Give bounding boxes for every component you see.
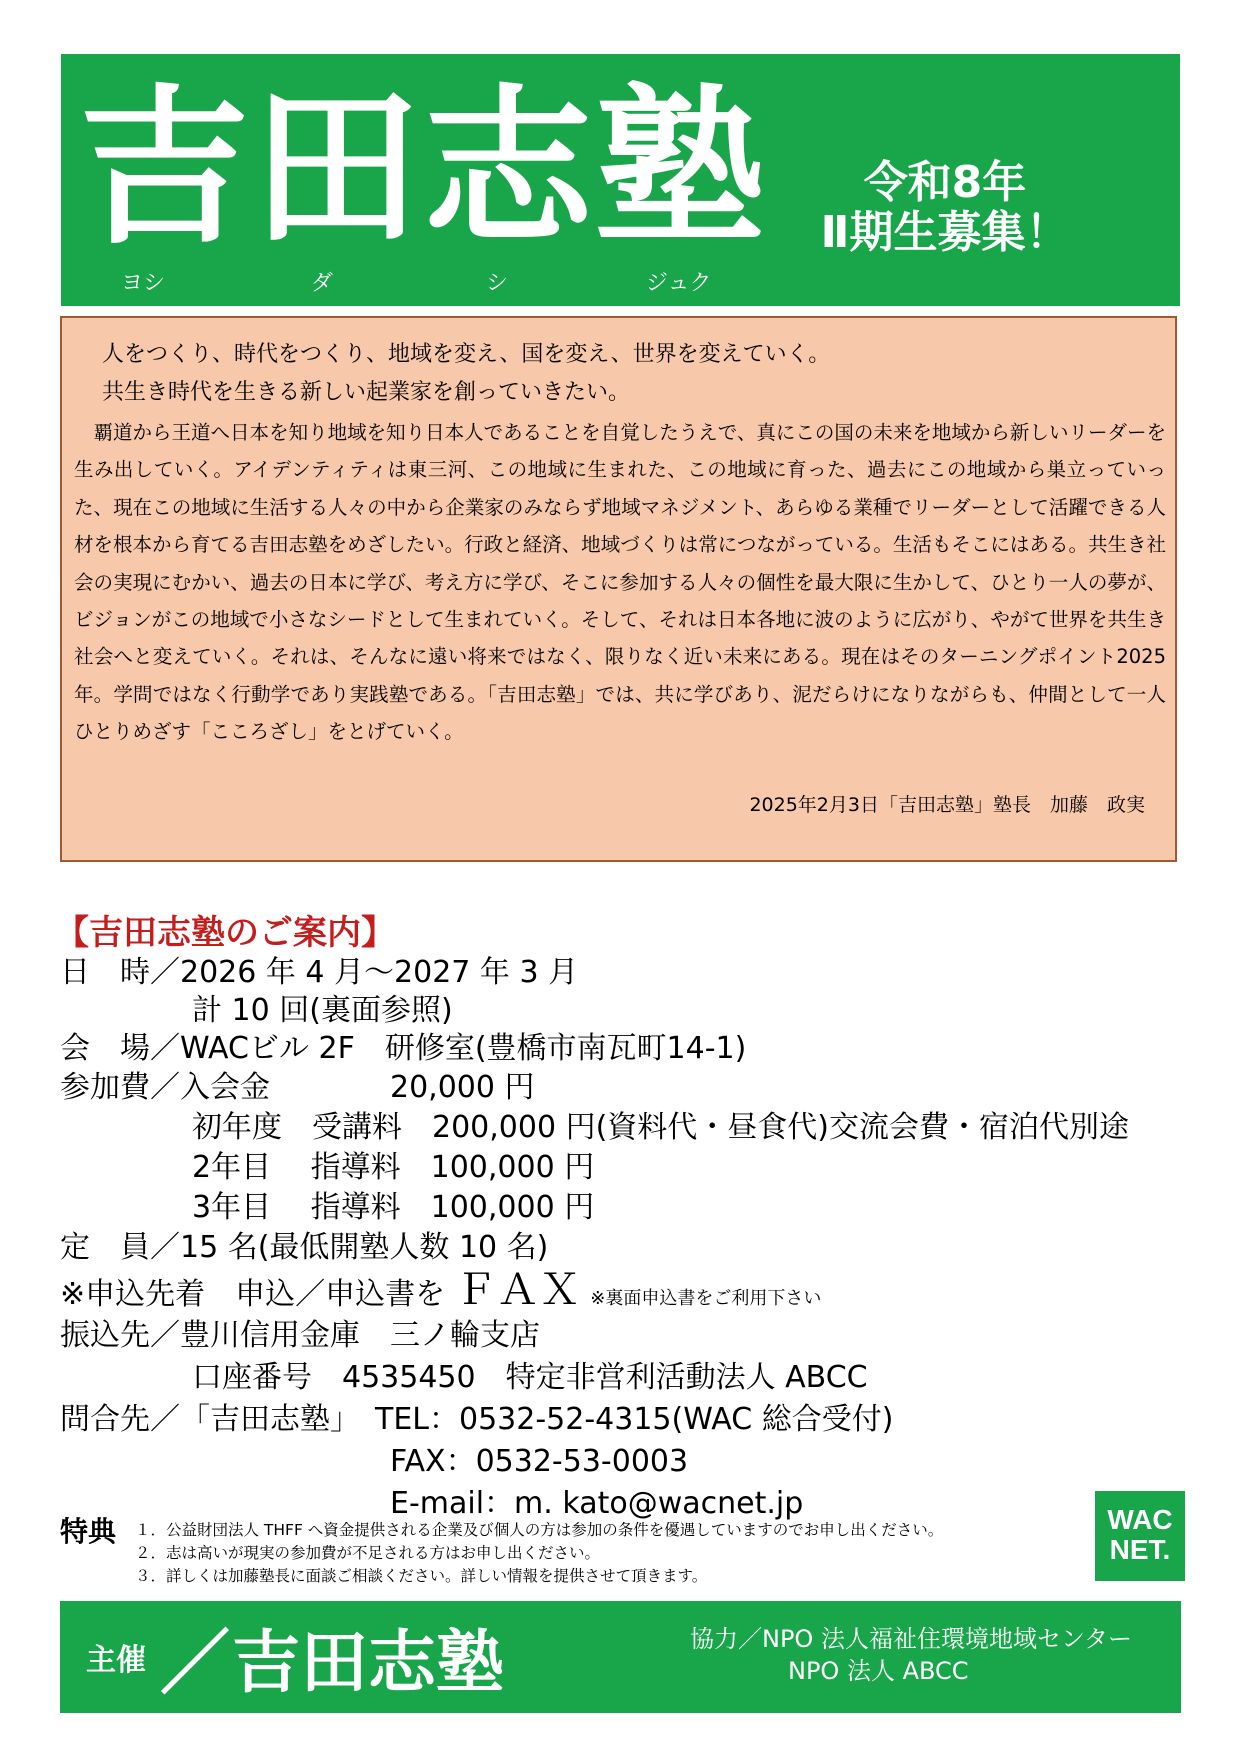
message-signature: 2025年2月3日「吉田志塾」塾長 加藤 政実: [749, 794, 1145, 816]
header-banner: [61, 54, 1180, 306]
ruby-juku: ジュク: [646, 271, 712, 296]
guide-apply-fax: ＦＡＸ: [454, 1265, 581, 1314]
logo-line-1: WAC: [1107, 1504, 1173, 1535]
bonus-item: ２．志は高いが現実の参加費が不足される方はお申し出ください。: [135, 1544, 601, 1562]
guide-account: 口座番号 4535450 特定非営利活動法人 ABCC: [192, 1360, 868, 1395]
recruit-year: 令和8年: [863, 157, 1027, 208]
guide-apply-note: ※裏面申込書をご利用下さい: [590, 1288, 822, 1309]
bonus-label: 特典: [60, 1515, 117, 1548]
guide-apply: [60, 1265, 822, 1317]
guide-contact-fax: FAX：0532-53-0003: [390, 1444, 689, 1479]
guide-apply-main: ※申込先着 申込／申込書を: [60, 1277, 446, 1312]
guide-bank: 振込先／豊川信用金庫 三ノ輪支店: [60, 1318, 540, 1353]
guide-fee-entry: 参加費／入会金 20,000 円: [60, 1070, 535, 1105]
ruby-da: ダ: [311, 271, 334, 296]
bonus-list: [135, 1519, 943, 1588]
ruby-shi: シ: [486, 271, 509, 296]
sponsor-name: 吉田志塾: [232, 1624, 505, 1703]
guide-capacity: 定 員／15 名(最低開塾人数 10 名): [60, 1230, 549, 1265]
sponsor-label: 主催: [86, 1643, 146, 1678]
guide-heading: 【吉田志塾のご案内】: [55, 913, 395, 953]
recruit-notice: [785, 158, 1105, 258]
bonus-item: １．公益財団法人 THFF へ資金提供される企業及び個人の方は参加の条件を優遇していますのでお申し出ください。: [135, 1521, 944, 1539]
ruby-yoshi: ヨシ: [121, 271, 166, 296]
message-body: 覇道から王道へ日本を知り地域を知り日本人であることを自覚したうえで、真にこの国の未来を地域から新しいリーダーを生み出していく。アイデンティティは東三河、この地域に生まれた、この地域に育った、過去にこの地域から巣立っていった、現在この地域に生活する人々の中から企業家のみならず地域マネジメント、あらゆる業種でリーダーとして活躍できる人材を根本から育てる吉田志塾をめざしたい。行政と経済、地域づくりは常につながっている。生活もそこにはある。共生き社会の実現にむかい、過去の日本に学び、考え方に学び、そこに参加する人々の個性を最大限に生かして、ひとり一人の夢が、ビジョンがこの地域で小さなシードとして生まれていく。そして、それは日本各地に波のように広がり、やがて世界を共生き社会へと変えていく。それは、そんなに遠い将来ではなく、限りなく近い未来にある。現在はそのターニングポイント2025年。学問ではなく行動学であり実践塾である。「吉田志塾」では、共に学びあり、泥だらけになりながらも、仲間として一人ひとりめざす「こころざし」をとげていく。: [74, 421, 1166, 744]
wac-net-logo: [1095, 1491, 1185, 1581]
guide-fee-year2: 2年目 指導料 100,000 円: [192, 1150, 595, 1185]
guide-venue: 会 場／WACビル 2F 研修室(豊橋市南瓦町14-1): [60, 1031, 747, 1066]
coop-line-2: NPO 法人 ABCC: [788, 1657, 969, 1685]
guide-sessions: 計 10 回(裏面参照): [192, 993, 453, 1028]
guide-contact-tel: 問合先／「吉田志塾」 TEL：0532-52-4315(WAC 総合受付): [60, 1402, 894, 1437]
guide-fee-year1: 初年度 受講料 200,000 円(資料代・昼食代)交流会費・宿泊代別途: [192, 1110, 1130, 1145]
guide-date: 日 時／2026 年 4 月～2027 年 3 月: [60, 955, 579, 990]
coop-line-1: 協力／NPO 法人福祉住環境地域センター: [690, 1625, 1132, 1653]
guide-fee-year3: 3年目 指導料 100,000 円: [192, 1190, 595, 1225]
cooperation: [690, 1623, 1132, 1687]
logo-line-2: NET.: [1109, 1534, 1171, 1565]
recruit-term: Ⅱ期生募集！: [820, 207, 1070, 258]
page-title: 吉田志塾: [79, 70, 768, 268]
sponsor-slash: ／: [160, 1622, 230, 1704]
guide-contact-email: E-mail：m. kato@wacnet.jp: [390, 1486, 804, 1521]
footer-banner: [60, 1601, 1181, 1713]
message-lead-2: 共生き時代を生きる新しい起業家を創っていきたい。: [102, 380, 631, 405]
message-lead-1: 人をつくり、時代をつくり、地域を変え、国を変え、世界を変えていく。: [102, 342, 831, 367]
bonus-item: ３．詳しくは加藤塾長に面談ご相談ください。詳しい情報を提供させて頂きます。: [135, 1567, 708, 1585]
message-box: [60, 316, 1177, 862]
